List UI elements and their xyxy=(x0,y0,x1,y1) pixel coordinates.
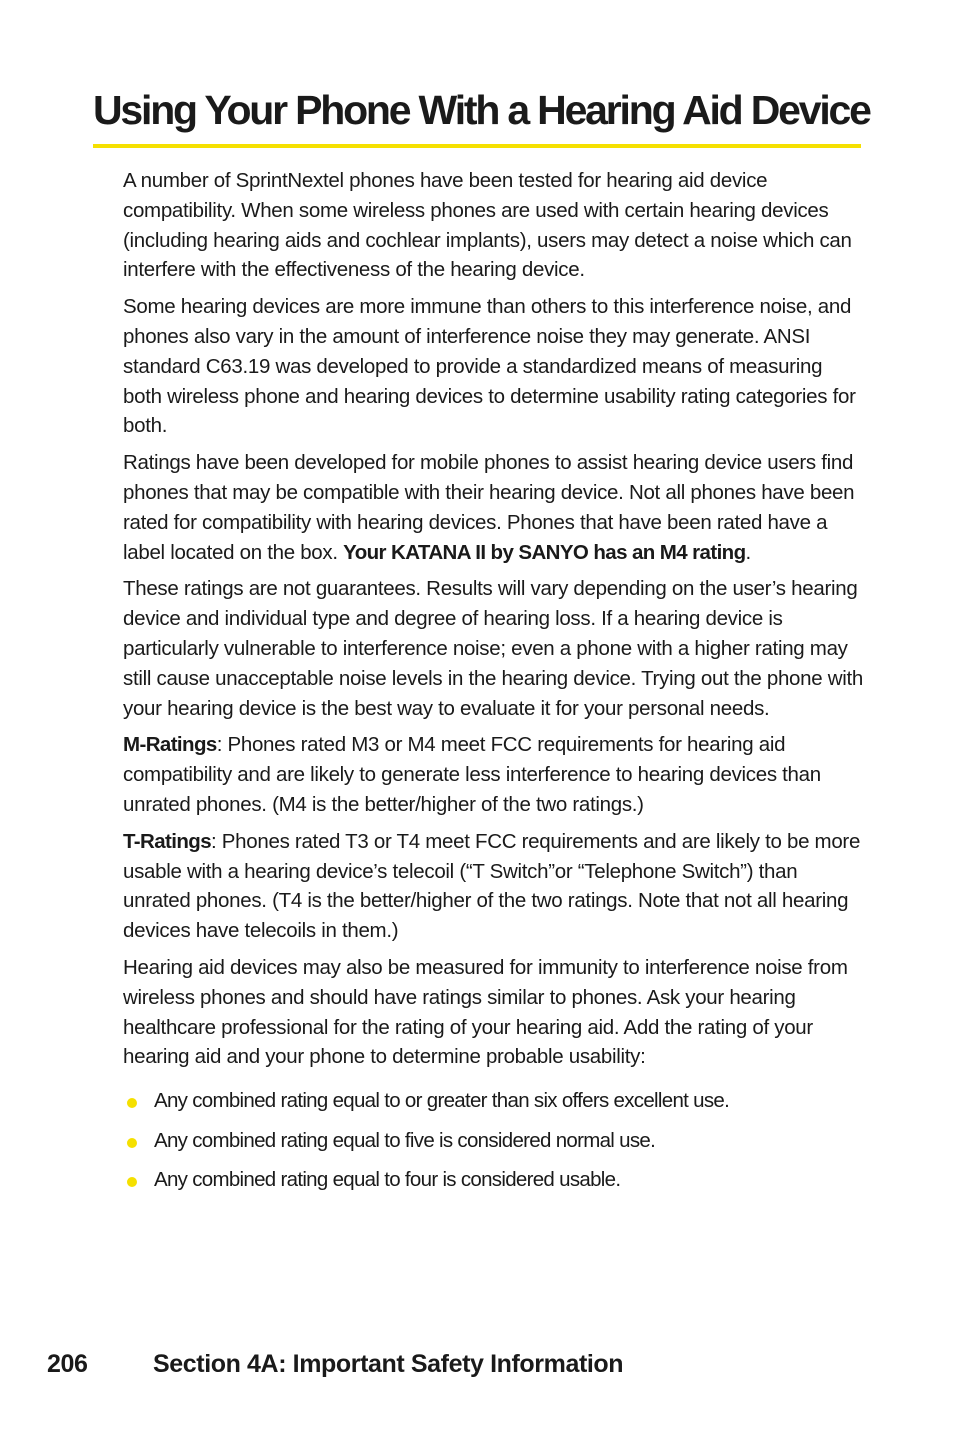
bullet-dot-icon xyxy=(127,1098,137,1108)
immunity-paragraph: Hearing aid devices may also be measured for immunity to interference noise from wireless phones and should have ratings similar to phones. Ask your hearing healthcare professional for the rating of your hearing aid. Add the rating of your hearing aid and your phone to determine probable usability: xyxy=(123,955,848,1069)
list-item-text: Any combined rating equal to or greater than six offers excellent use. xyxy=(154,1089,730,1113)
intro-paragraph: A number of SprintNextel phones have been tested for hearing aid device compatibility. When some wireless phones are used with certain hearing devices (including hearing aids and cochlear implants), users may detect a noise which can interfere with the effectiveness of the hearing device. xyxy=(123,169,852,282)
list-item xyxy=(123,1126,865,1156)
page-footer xyxy=(47,1346,623,1382)
m-ratings-text: : Phones rated M3 or M4 meet FCC requirements for hearing aid compatibility and are likely to generate less interference to hearing devices than unrated phones. (M4 is the better/higher of the two ratings.) xyxy=(123,733,821,816)
katana-rating-highlight: Your KATANA II by SANYO has an M4 rating xyxy=(343,540,746,564)
list-item-text: Any combined rating equal to five is considered normal use. xyxy=(154,1128,656,1152)
guarantee-paragraph: These ratings are not guarantees. Results will vary depending on the user’s hearing device and individual type and degree of hearing loss. If a hearing device is particularly vulnerable to interference noise; even a phone with a higher rating may still cause unacceptable noise levels in the hearing device. Trying out the phone with your hearing device is the best way to evaluate it for your personal needs. xyxy=(123,577,864,720)
page-number: 206 xyxy=(47,1350,88,1378)
t-ratings-paragraph xyxy=(123,827,865,946)
ratings-text: Ratings have been developed for mobile phones to assist hearing device users find phones that may be compatible with their hearing device. Not all phones have been rated for compatibility with hearing devices. Phones that have been rated have a label located on the box. xyxy=(123,451,855,564)
body-content xyxy=(123,166,865,1205)
title-underline xyxy=(93,144,861,148)
bullet-dot-icon xyxy=(127,1177,137,1187)
m-ratings-paragraph xyxy=(123,730,865,819)
ratings-paragraph xyxy=(123,448,865,567)
list-item xyxy=(123,1165,865,1195)
t-ratings-text: : Phones rated T3 or T4 meet FCC requirements and are likely to be more usable with a hearing device’s telecoil (“T Switch”or “Telephone Switch”) than unrated phones. (T4 is the better/higher of the two ratings. Note that not all hearing devices have telecoils in them.) xyxy=(123,829,861,943)
page-title: Using Your Phone With a Hearing Aid Device xyxy=(93,87,870,133)
section-title: Section 4A: Important Safety Information xyxy=(153,1350,624,1378)
bullet-dot-icon xyxy=(127,1138,137,1148)
usability-list xyxy=(123,1086,865,1195)
m-ratings-label: M-Ratings xyxy=(123,733,217,757)
t-ratings-label: T-Ratings xyxy=(123,829,211,853)
ratings-end: . xyxy=(745,540,751,564)
list-item xyxy=(123,1086,865,1116)
list-item-text: Any combined rating equal to four is considered usable. xyxy=(154,1168,621,1192)
standards-paragraph: Some hearing devices are more immune than others to this interference noise, and phones also vary in the amount of interference noise they may generate. ANSI standard C63.19 was developed to provide a standardized means of measuring both wireless phone and hearing devices to determine usability rating categories for both. xyxy=(123,295,856,438)
